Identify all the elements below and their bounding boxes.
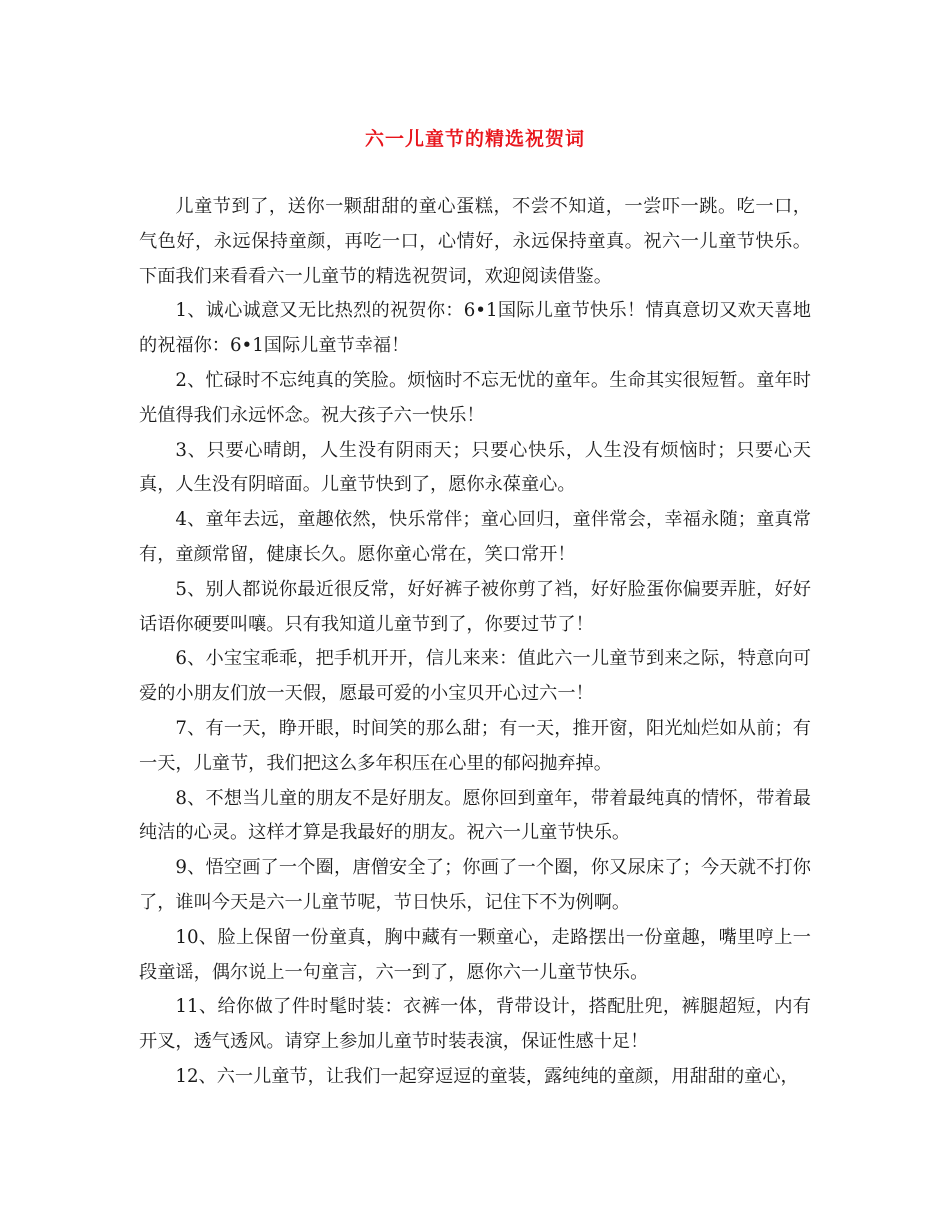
greeting-item-4: 4、童年去远，童趣依然，快乐常伴；童心回归，童伴常会，幸福永随；童真常有，童颜常留，健康长久。愿你童心常在，笑口常开！ <box>139 509 811 565</box>
greeting-item-2: 2、忙碌时不忘纯真的笑脸。烦恼时不忘无忧的童年。生命其实很短暂。童年时光值得我们永远怀念。祝大孩子六一快乐！ <box>139 369 811 426</box>
greeting-item-7: 7、有一天，睁开眼，时间笑的那么甜；有一天，推开窗，阳光灿烂如从前；有一天，儿童节，我们把这么多年积压在心里的郁闷抛弃掉。 <box>139 717 811 774</box>
greeting-item-12: 12、六一儿童节，让我们一起穿逗逗的童装，露纯纯的童颜，用甜甜的童心， <box>175 1065 799 1087</box>
greeting-item-10: 10、脸上保留一份童真，胸中藏有一颗童心，走路摆出一份童趣，嘴里哼上一段童谣，偶尔说上一句童言，六一到了，愿你六一儿童节快乐。 <box>139 926 811 983</box>
greeting-item-9: 9、悟空画了一个圈，唐僧安全了；你画了一个圈，你又尿床了；今天就不打你了，谁叫今天是六一儿童节呢，节日快乐，记住下不为例啊。 <box>139 857 811 913</box>
greeting-item-6: 6、小宝宝乖乖，把手机开开，信儿来来：值此六一儿童节到来之际，特意向可爱的小朋友们放一天假，愿最可爱的小宝贝开心过六一！ <box>139 648 811 705</box>
greeting-item-11: 11、给你做了件时髦时装：衣裤一体，背带设计，搭配肚兜，裤腿超短，内有开叉，透气透风。请穿上参加儿童节时装表演，保证性感十足！ <box>139 996 811 1053</box>
greeting-item-5: 5、别人都说你最近很反常，好好裤子被你剪了裆，好好脸蛋你偏要弄脏，好好话语你硬要叫嚷。只有我知道儿童节到了，你要过节了！ <box>139 578 811 635</box>
greeting-item-3: 3、只要心晴朗，人生没有阴雨天；只要心快乐，人生没有烦恼时；只要心天真，人生没有阴暗面。儿童节快到了，愿你永葆童心。 <box>139 439 811 496</box>
greeting-item-1: 1、诚心诚意又无比热烈的祝贺你：6•1国际儿童节快乐！情真意切又欢天喜地的祝福你：6•1国际儿童节幸福！ <box>139 300 811 357</box>
intro-paragraph: 儿童节到了，送你一颗甜甜的童心蛋糕，不尝不知道，一尝吓一跳。吃一口，气色好，永远保持童颜，再吃一口，心情好，永远保持童真。祝六一儿童节快乐。下面我们来看看六一儿童节的精选祝贺词，欢迎阅读借鉴。 <box>139 196 811 287</box>
greeting-item-8: 8、不想当儿童的朋友不是好朋友。愿你回到童年，带着最纯真的情怀，带着最纯洁的心灵。这样才算是我最好的朋友。祝六一儿童节快乐。 <box>139 787 811 844</box>
document-title: 六一儿童节的精选祝贺词 <box>364 128 585 150</box>
document-body <box>139 190 811 1095</box>
